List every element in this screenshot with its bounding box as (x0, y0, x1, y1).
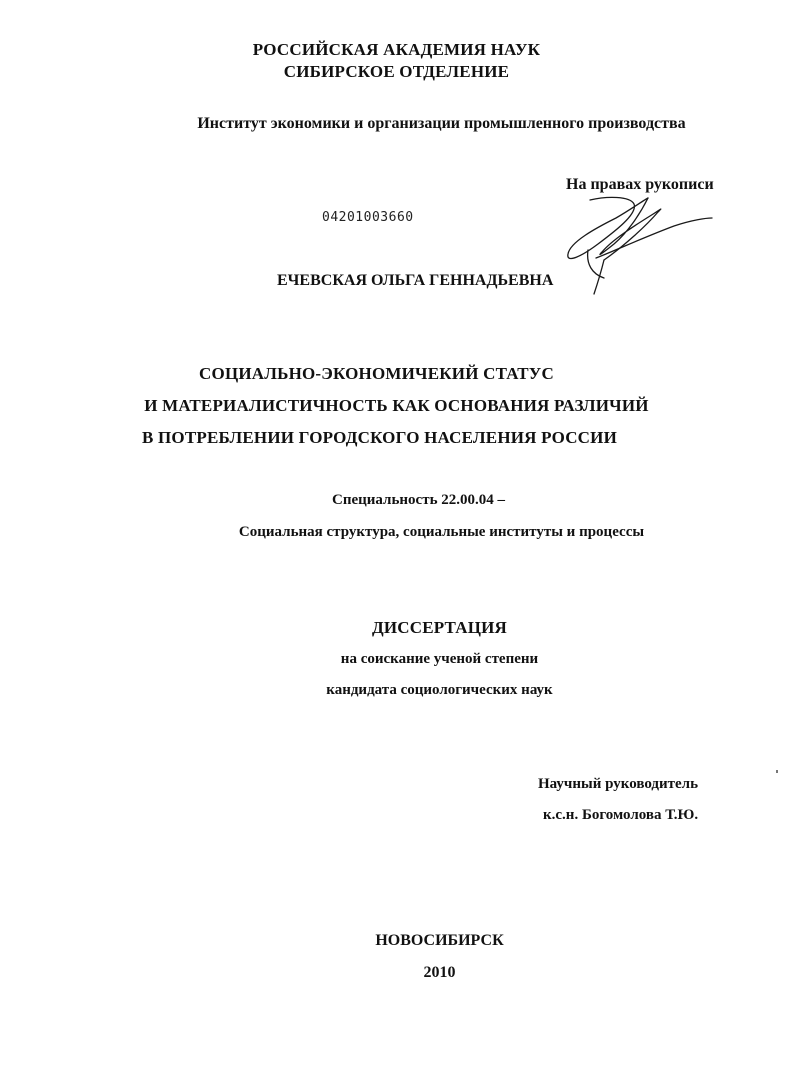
catalog-number-stamp: 04201003660 (322, 210, 414, 225)
author-name: ЕЧЕВСКАЯ ОЛЬГА ГЕННАДЬЕВНА (277, 272, 554, 289)
degree-line-1: на соискание ученой степени (340, 651, 539, 667)
title-line-2: И МАТЕРИАЛИСТИЧНОСТЬ КАК ОСНОВАНИЯ РАЗЛИЧИЙ (144, 396, 649, 415)
specialty-name: Социальная структура, социальные институты и процессы (238, 524, 645, 540)
title-line-3: В ПОТРЕБЛЕНИИ ГОРОДСКОГО НАСЕЛЕНИЯ РОССИИ (141, 428, 618, 447)
dissertation-heading: ДИССЕРТАЦИЯ (371, 618, 508, 637)
scan-mark (776, 770, 778, 773)
institute-name: Институт экономики и организации промышленного производства (197, 115, 686, 132)
title-line-1: СОЦИАЛЬНО-ЭКОНОМИЧЕКИЙ СТАТУС (199, 364, 554, 383)
manuscript-rights: На правах рукописи (566, 176, 714, 193)
degree-line-2: кандидата социологических наук (326, 682, 553, 698)
city: НОВОСИБИРСК (375, 932, 504, 949)
year: 2010 (423, 964, 456, 981)
supervisor-label: Научный руководитель (538, 776, 698, 792)
branch-name: СИБИРСКОЕ ОТДЕЛЕНИЕ (283, 62, 510, 81)
signature-icon (552, 188, 722, 298)
academy-name: РОССИЙСКАЯ АКАДЕМИЯ НАУК (252, 40, 541, 59)
specialty-code: Специальность 22.00.04 – (332, 492, 505, 508)
supervisor-name: к.с.н. Богомолова Т.Ю. (543, 807, 699, 823)
